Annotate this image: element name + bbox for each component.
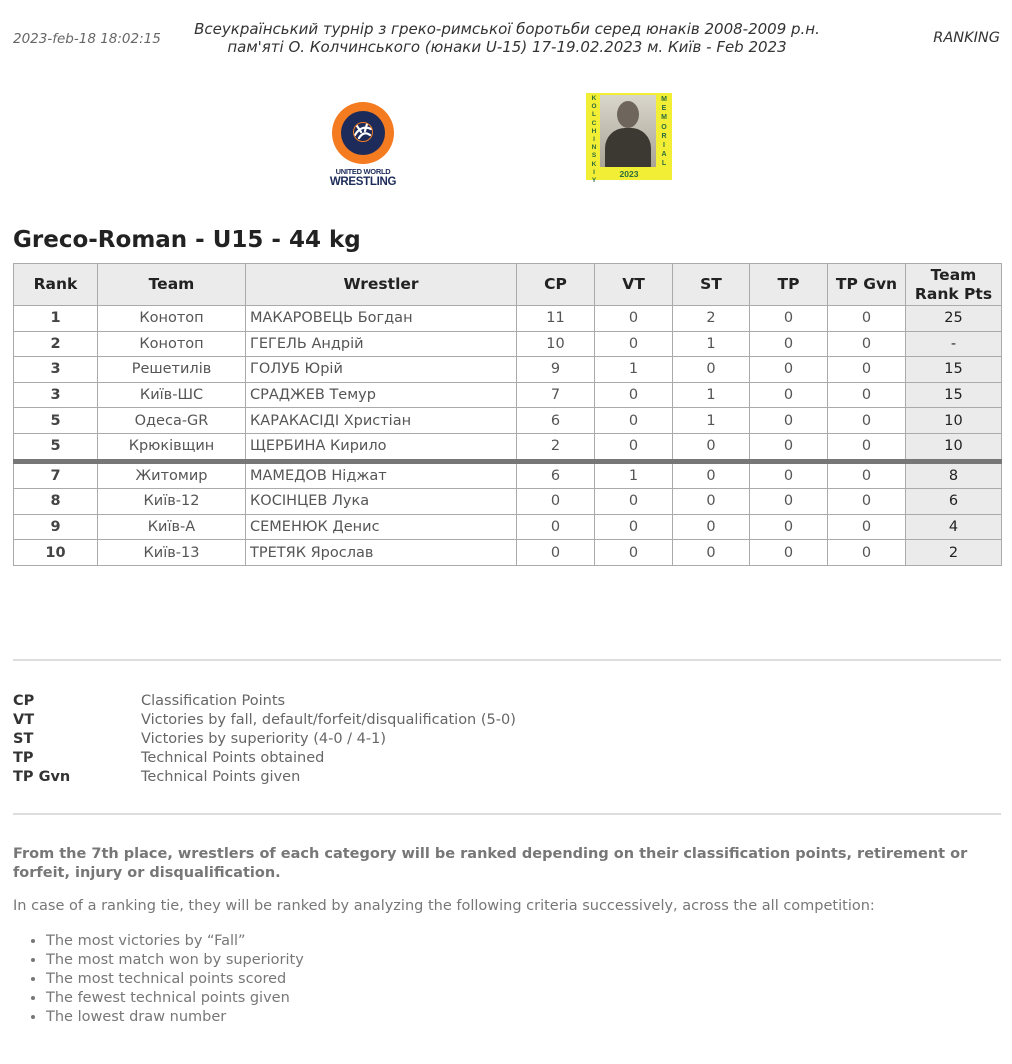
cell-cp: 9 [517,357,595,383]
legend-abbr: TP Gvn [13,769,71,785]
cell-wrestler: МАМЕДОВ Ніджат [246,461,517,489]
col-header-team-rank-pts-line2: Rank Pts [914,284,993,303]
col-header-tp: TP [750,264,828,306]
tie-break-criteria-list [13,932,304,1027]
cell-wrestler: КОСІНЦЕВ Лука [246,489,517,515]
cell-vt: 0 [595,306,673,332]
legend-item [13,692,713,711]
cell-st: 0 [673,489,750,515]
table-row [14,408,1002,434]
cell-vt: 1 [595,461,673,489]
cell-team: Конотоп [98,331,246,357]
cell-vt: 1 [595,357,673,383]
cell-cp: 0 [517,489,595,515]
divider-1 [13,659,1001,661]
cell-pts: - [906,331,1002,357]
cell-st: 0 [673,514,750,540]
cell-tp-gvn: 0 [828,461,906,489]
tournament-title [176,20,838,56]
cell-tp-gvn: 0 [828,306,906,332]
uww-logo [326,100,400,192]
cell-wrestler: СЕМЕНЮК Денис [246,514,517,540]
table-header-row [14,264,1002,306]
ranking-table [13,263,1002,566]
cell-tp: 0 [750,461,828,489]
cell-team: Крюківщин [98,433,246,461]
cell-pts: 15 [906,357,1002,383]
cell-rank: 8 [14,489,98,515]
cell-pts: 4 [906,514,1002,540]
cell-team: Конотоп [98,306,246,332]
cell-wrestler: МАКАРОВЕЦЬ Богдан [246,306,517,332]
criteria-item: • The lowest draw number [46,1008,304,1027]
cell-tp: 0 [750,331,828,357]
table-row [14,331,1002,357]
cell-cp: 7 [517,382,595,408]
cell-st: 1 [673,408,750,434]
cell-tp: 0 [750,540,828,566]
cell-tp-gvn: 0 [828,357,906,383]
cell-vt: 0 [595,408,673,434]
legend-abbr: ST [13,731,34,747]
cell-st: 2 [673,306,750,332]
cell-vt: 0 [595,489,673,515]
cell-cp: 10 [517,331,595,357]
cell-cp: 0 [517,540,595,566]
col-header-tp-gvn: TP Gvn [828,264,906,306]
cell-cp: 11 [517,306,595,332]
tie-break-intro: In case of a ranking tie, they will be ranked by analyzing the following criteria successively, across the all competition: [13,898,875,914]
cell-cp: 6 [517,408,595,434]
cell-st: 0 [673,433,750,461]
cell-rank: 5 [14,433,98,461]
table-row [14,514,1002,540]
criteria-item: • The most technical points scored [46,970,304,989]
cell-rank: 7 [14,461,98,489]
cell-team: Київ-12 [98,489,246,515]
divider-2 [13,813,1001,815]
ranking-rule-note: From the 7th place, wrestlers of each category will be ranked depending on their classification points, retirement or forfeit, injury or disqualification. [13,846,968,881]
cell-team: Одеса-GR [98,408,246,434]
cell-vt: 0 [595,540,673,566]
memorial-right-text: M E M O R I A L [661,96,667,168]
ranking-table-body [14,306,1002,566]
kolchinskiy-memorial-logo [586,93,672,185]
tournament-title-line2: пам'яті О. Колчинського (юнаки U-15) 17-19.02.2023 м. Київ - Feb 2023 [227,38,787,56]
table-row [14,306,1002,332]
cell-st: 0 [673,540,750,566]
col-header-st: ST [673,264,750,306]
cell-pts: 10 [906,433,1002,461]
portrait-photo [600,95,656,167]
cell-tp-gvn: 0 [828,489,906,515]
uww-logo-line2: WRESTLING [329,176,397,188]
cell-tp: 0 [750,408,828,434]
legend-desc: Technical Points obtained [141,750,325,766]
ranking-label: RANKING [933,30,1000,46]
wrestlers-figure-icon [351,120,375,144]
cell-pts: 10 [906,408,1002,434]
cell-tp-gvn: 0 [828,514,906,540]
table-row [14,357,1002,383]
cell-wrestler: ГЕГЕЛЬ Андрій [246,331,517,357]
col-header-team: Team [98,264,246,306]
col-header-rank: Rank [14,264,98,306]
col-header-wrestler: Wrestler [246,264,517,306]
cell-pts: 25 [906,306,1002,332]
cell-rank: 2 [14,331,98,357]
cell-tp: 0 [750,306,828,332]
cell-team: Житомир [98,461,246,489]
cell-team: Київ-ШС [98,382,246,408]
cell-vt: 0 [595,514,673,540]
cell-tp-gvn: 0 [828,331,906,357]
cell-wrestler: ГОЛУБ Юрій [246,357,517,383]
cell-st: 0 [673,461,750,489]
cell-cp: 0 [517,514,595,540]
memorial-left-text: K O L C H I N S K I Y [591,95,597,185]
cell-rank: 9 [14,514,98,540]
col-header-team-rank-pts-line1: Team [930,265,977,284]
cell-tp-gvn: 0 [828,408,906,434]
cell-team: Київ-А [98,514,246,540]
legend-desc: Classification Points [141,693,286,709]
col-header-cp: CP [517,264,595,306]
cell-wrestler: ТРЕТЯК Ярослав [246,540,517,566]
cell-rank: 3 [14,382,98,408]
cell-vt: 0 [595,382,673,408]
cell-team: Київ-13 [98,540,246,566]
legend-desc: Technical Points given [141,769,301,785]
table-row [14,382,1002,408]
col-header-team-rank-pts [906,264,1002,306]
cell-team: Решетилів [98,357,246,383]
category-title: Greco-Roman - U15 - 44 kg [13,227,361,253]
cell-cp: 2 [517,433,595,461]
table-row [14,489,1002,515]
tournament-title-line1: Всеукраїнський турнір з греко-римської боротьби серед юнаків 2008-2009 р.н. [194,20,820,38]
legend-item [13,711,713,730]
cell-tp: 0 [750,382,828,408]
cell-tp: 0 [750,514,828,540]
cell-rank: 1 [14,306,98,332]
table-row [14,433,1002,461]
legend-item [13,768,713,787]
cell-cp: 6 [517,461,595,489]
cell-st: 1 [673,382,750,408]
criteria-item: • The fewest technical points given [46,989,304,1008]
criteria-item: • The most victories by “Fall” [46,932,304,951]
memorial-year: 2023 [619,169,639,179]
table-row [14,461,1002,489]
uww-emblem-icon [332,102,394,164]
criteria-item: • The most match won by superiority [46,951,304,970]
cell-tp-gvn: 0 [828,433,906,461]
cell-vt: 0 [595,433,673,461]
cell-wrestler: КАРАКАСІДІ Христіан [246,408,517,434]
legend-abbr: VT [13,712,35,728]
cell-wrestler: СРАДЖЕВ Темур [246,382,517,408]
cell-rank: 3 [14,357,98,383]
cell-pts: 2 [906,540,1002,566]
cell-vt: 0 [595,331,673,357]
cell-tp: 0 [750,357,828,383]
cell-st: 0 [673,357,750,383]
report-datetime: 2023-feb-18 18:02:15 [13,31,161,47]
cell-tp: 0 [750,433,828,461]
cell-tp-gvn: 0 [828,540,906,566]
cell-rank: 10 [14,540,98,566]
cell-st: 1 [673,331,750,357]
table-row [14,540,1002,566]
cell-pts: 15 [906,382,1002,408]
cell-rank: 5 [14,408,98,434]
abbreviation-legend [13,692,713,787]
legend-abbr: TP [13,750,34,766]
legend-item [13,730,713,749]
cell-pts: 6 [906,489,1002,515]
cell-wrestler: ЩЕРБИНА Кирило [246,433,517,461]
legend-abbr: CP [13,693,35,709]
uww-logo-line1: UNITED WORLD [335,167,391,176]
legend-desc: Victories by fall, default/forfeit/disqualification (5-0) [141,712,516,728]
col-header-vt: VT [595,264,673,306]
cell-tp-gvn: 0 [828,382,906,408]
legend-desc: Victories by superiority (4-0 / 4-1) [141,731,387,747]
cell-tp: 0 [750,489,828,515]
legend-item [13,749,713,768]
cell-pts: 8 [906,461,1002,489]
